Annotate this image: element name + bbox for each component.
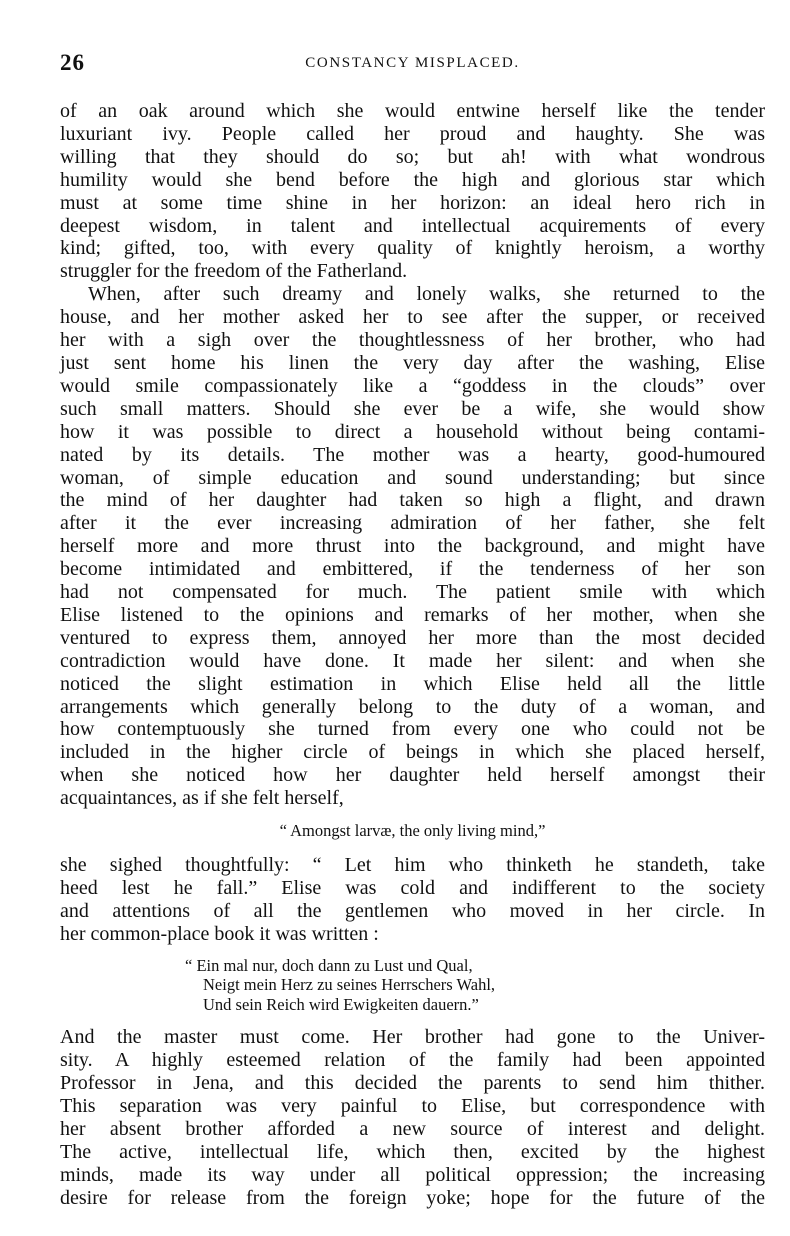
text-line: such small matters. Should she ever be a wife, she would show xyxy=(60,397,765,420)
block-quote: “ Amongst larvæ, the only living mind,” xyxy=(279,821,546,841)
text-line: heed lest he fall.” Elise was cold and indifferent to the society xyxy=(60,877,765,899)
text-line: ventured to express them, annoyed her more than the most decided xyxy=(60,626,765,649)
text-line: just sent home his linen the very day after the washing, Elise xyxy=(60,351,765,374)
text-line: she sighed thoughtfully: “ Let him who thinketh he standeth, take xyxy=(60,854,765,877)
page-number: 26 xyxy=(60,50,85,75)
text-line: her absent brother afforded a new source of interest and delight. xyxy=(60,1117,765,1140)
text-line: kind; gifted, too, with every quality of knightly heroism, a worthy xyxy=(60,237,765,260)
text-line: deepest wisdom, in talent and intellectual acquirements of every xyxy=(60,214,765,237)
text-line: When, after such dreamy and lonely walks, she returned to the xyxy=(88,283,765,306)
verse-line: Und sein Reich wird Ewigkeiten dauern.” xyxy=(203,994,479,1014)
text-line: house, and her mother asked her to see after the supper, or received xyxy=(60,306,765,329)
text-line: must at some time shine in her horizon: an ideal hero rich in xyxy=(60,191,765,214)
text-line: woman, of simple education and sound understanding; but since xyxy=(60,466,765,489)
text-line: noticed the slight estimation in which Elise held all the little xyxy=(60,672,765,695)
text-line: arrangements which generally belong to the duty of a woman, and xyxy=(60,695,765,718)
text-line: would smile compassionately like a “goddess in the clouds” over xyxy=(60,374,765,397)
text-line: The active, intellectual life, which then, excited by the highest xyxy=(60,1140,765,1163)
paragraph-4 xyxy=(60,1026,765,1209)
text-line: minds, made its way under all political oppression; the increasing xyxy=(60,1163,765,1186)
text-line: of an oak around which she would entwine herself like the tender xyxy=(60,100,765,122)
text-line: become intimidated and embittered, if the tenderness of her son xyxy=(60,558,765,581)
text-line: acquaintances, as if she felt herself, xyxy=(60,787,344,810)
paragraph-1 xyxy=(60,100,765,283)
text-line: luxuriant ivy. People called her proud and haughty. She was xyxy=(60,122,765,145)
text-line: after it the ever increasing admiration of her father, she felt xyxy=(60,512,765,535)
paragraph-3 xyxy=(60,854,765,946)
text-line: how it was possible to direct a household without being contami- xyxy=(60,420,765,443)
text-line: nated by its details. The mother was a hearty, good-humoured xyxy=(60,443,765,466)
text-line: This separation was very painful to Elise, but correspondence with xyxy=(60,1094,765,1117)
running-head: CONSTANCY MISPLACED. xyxy=(305,55,520,71)
text-line: struggler for the freedom of the Fatherland. xyxy=(60,260,408,283)
text-line: desire for release from the foreign yoke; hope for the future of the xyxy=(60,1186,765,1209)
text-line: had not compensated for much. The patient smile with which xyxy=(60,581,765,604)
text-line: her common-place book it was written : xyxy=(60,922,379,945)
text-line: willing that they should do so; but ah! with what wondrous xyxy=(60,145,765,168)
verse-line: Neigt mein Herz zu seines Herrschers Wahl, xyxy=(203,975,496,995)
verse-line: “ Ein mal nur, doch dann zu Lust und Qual, xyxy=(185,955,473,975)
text-line: how contemptuously she turned from every one who could not be xyxy=(60,718,765,741)
text-line: contradiction would have done. It made her silent: and when she xyxy=(60,649,765,672)
text-line: And the master must come. Her brother had gone to the Univer- xyxy=(60,1026,765,1049)
paragraph-2 xyxy=(60,283,765,810)
text-line: herself more and more thrust into the background, and might have xyxy=(60,535,765,558)
text-line: when she noticed how her daughter held herself amongst their xyxy=(60,764,765,787)
book-page xyxy=(60,50,765,1209)
text-line: Elise listened to the opinions and remarks of her mother, when she xyxy=(60,603,765,626)
text-line: and attentions of all the gentlemen who moved in her circle. In xyxy=(60,899,765,922)
text-line: included in the higher circle of beings in which she placed herself, xyxy=(60,741,765,764)
text-line: humility would she bend before the high and glorious star which xyxy=(60,168,765,191)
page-header xyxy=(60,50,765,80)
verse-quote xyxy=(185,956,765,1015)
text-line: sity. A highly esteemed relation of the family had been appointed xyxy=(60,1049,765,1072)
text-line: the mind of her daughter had taken so high a flight, and drawn xyxy=(60,489,765,512)
text-line: her with a sigh over the thoughtlessness of her brother, who had xyxy=(60,329,765,352)
text-line: Professor in Jena, and this decided the parents to send him thither. xyxy=(60,1072,765,1095)
